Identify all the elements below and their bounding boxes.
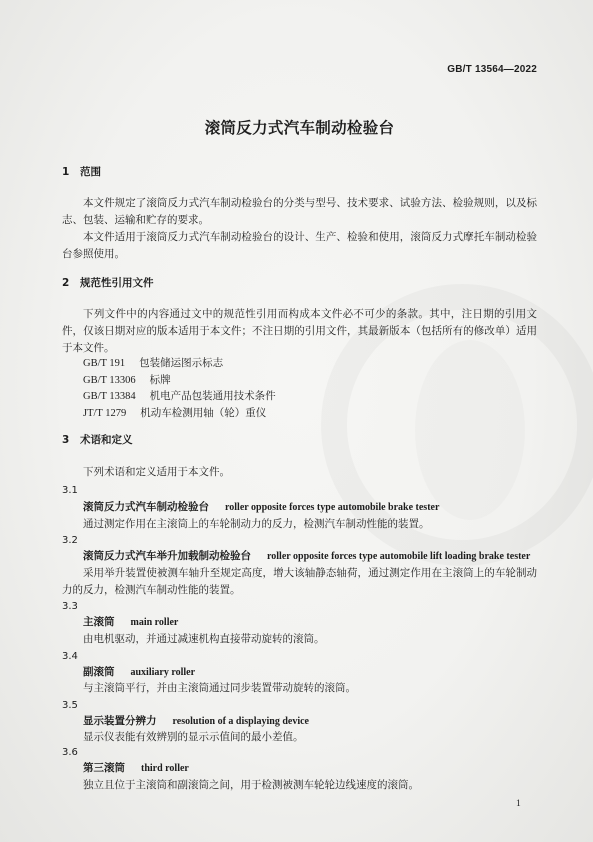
paragraph: 下列术语和定义适用于本文件。 [83,467,230,478]
term-chinese: 副滚筒 [83,666,115,678]
term-english: third roller [141,763,189,774]
section-heading-scope [62,164,537,181]
term-number: 3.5 [62,700,78,711]
paragraph: 本文件规定了滚筒反力式汽车制动检验台的分类与型号、技术要求、试验方法、检验规则，以及标志、包装、运输和贮存的要求。 [62,198,537,226]
term-number: 3.1 [62,485,78,496]
term-definition: 独立且位于主滚筒和副滚筒之间，用于检测被测车轮轮边线速度的滚筒。 [83,780,419,791]
reference-item [62,373,537,390]
term-definition: 显示仪表能有效辨别的显示示值间的最小差值。 [83,732,304,743]
term-english: main roller [130,617,179,628]
term-definition: 通过测定作用在主滚筒上的车轮制动力的反力，检测汽车制动性能的装置。 [83,519,430,530]
paragraph: 本文件适用于滚筒反力式汽车制动检验台的设计、生产、检验和使用，滚筒反力式摩托车制动检验台参照使用。 [62,232,537,260]
term-english: roller opposite forces type automobile lift loading brake tester [267,551,531,562]
reference-title: 标牌 [149,374,171,386]
term-english: roller opposite forces type automobile brake tester [225,502,440,513]
reference-item [62,406,537,423]
reference-item [62,356,537,373]
term-number: 3.4 [62,651,78,662]
term-chinese: 主滚筒 [83,616,115,628]
reference-code: GB/T 13306 [83,374,136,386]
section-title: 规范性引用文件 [80,277,154,289]
term-chinese: 滚筒反力式汽车举升加载制动检验台 [83,550,251,562]
reference-title: 机电产品包装通用技术条件 [149,391,276,402]
section-title: 范围 [80,166,101,178]
reference-title: 包装储运图示标志 [139,358,224,369]
term-definition: 由电机驱动，并通过减速机构直接带动旋转的滚筒。 [83,634,325,645]
term-entry [62,614,558,631]
section-number: 2 [62,277,70,289]
section-title: 术语和定义 [80,434,133,446]
term-entry [62,664,558,681]
term-number: 3.2 [62,535,78,546]
document-title: 滚筒反力式汽车制动检验台 [204,119,395,137]
term-chinese: 显示装置分辨力 [83,715,157,727]
paragraph: 下列文件中的内容通过文中的规范性引用而构成本文件必不可少的条款。其中，注日期的引用文件，仅该日期对应的版本适用于本文件；不注日期的引用文件，其最新版本（包括所有的修改单）适用于本文件。 [62,309,537,354]
term-chinese: 第三滚筒 [83,762,125,774]
term-entry [62,499,558,516]
term-number: 3.3 [62,601,78,612]
term-english: auxiliary roller [130,667,196,678]
section-number: 1 [62,166,70,178]
section-number: 3 [62,434,70,446]
term-entry [62,548,558,565]
term-definition: 采用举升装置使被测车轴升至规定高度，增大该轴静态轴荷，通过测定作用在主滚筒上的车轮制动力的反力，检测汽车制动性能的装置。 [62,568,537,596]
reference-title: 机动车检测用轴（轮）重仪 [140,407,267,419]
term-english: resolution of a displaying device [172,716,309,727]
term-entry [62,760,558,777]
reference-item [62,389,537,406]
section-heading-terms-and-definitions [62,432,537,449]
term-chinese: 滚筒反力式汽车制动检验台 [83,501,209,513]
term-number: 3.6 [62,747,78,758]
term-entry [62,713,558,730]
section-heading-normative-references [62,275,537,292]
term-definition: 与主滚筒平行，并由主滚筒通过同步装置带动旋转的滚筒。 [83,683,356,694]
standard-number-header: GB/T 13564—2022 [447,64,537,75]
reference-code: GB/T 191 [83,358,126,369]
reference-code: GB/T 13384 [83,391,136,402]
reference-list [62,356,537,422]
reference-code: JT/T 1279 [83,407,127,419]
page-number: 1 [516,799,521,809]
